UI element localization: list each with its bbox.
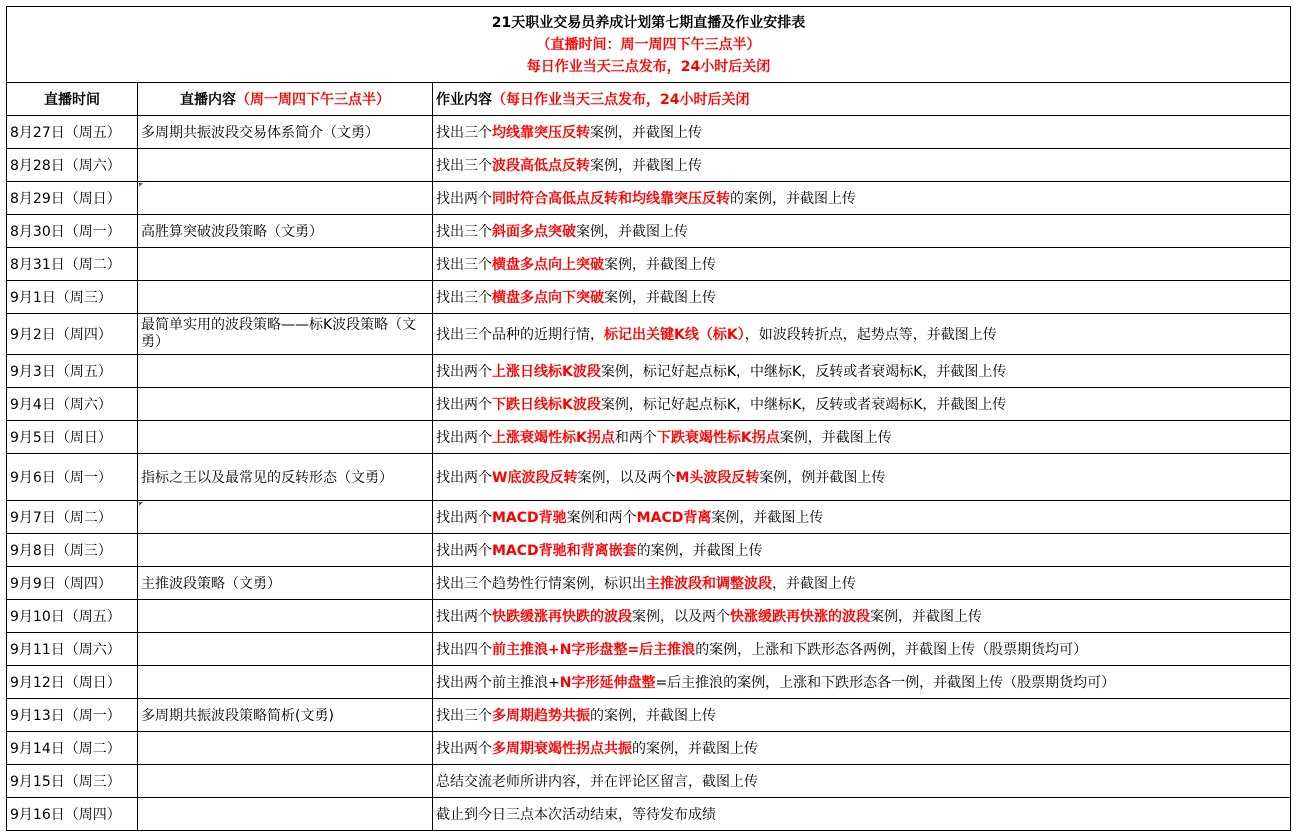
homework-text: 找出三个品种的近期行情，	[436, 327, 604, 343]
homework-highlight: 横盘多点向上突破	[492, 257, 604, 273]
homework-cell[interactable]	[433, 765, 1291, 798]
homework-cell[interactable]	[433, 732, 1291, 765]
date-cell[interactable]: 9月8日（周三）	[7, 534, 138, 567]
homework-text: 案例，例并截图上传	[759, 470, 886, 486]
homework-cell[interactable]	[433, 149, 1291, 182]
homework-highlight: 均线靠突压反转	[492, 125, 590, 141]
live-content-cell[interactable]	[138, 421, 433, 454]
date-cell[interactable]: 9月9日（周四）	[7, 567, 138, 600]
live-content-cell[interactable]	[138, 534, 433, 567]
homework-text: 的案例，并截图上传	[632, 741, 758, 757]
homework-highlight: W底波段反转	[492, 470, 578, 486]
homework-text: 案例，以及两个	[577, 470, 676, 486]
header-content-note: （周一周四下午三点半）	[236, 92, 390, 108]
title-row	[7, 7, 1291, 83]
homework-text: 找出两个	[436, 741, 492, 757]
homework-text: 找出三个	[436, 125, 492, 141]
homework-cell[interactable]	[433, 699, 1291, 732]
homework-text: 案例，并截图上传	[604, 290, 716, 306]
table-row	[7, 534, 1291, 567]
date-cell[interactable]: 9月15日（周三）	[7, 765, 138, 798]
homework-cell[interactable]	[433, 454, 1291, 501]
live-content-cell[interactable]	[138, 182, 433, 215]
header-homework-label: 作业内容	[436, 92, 492, 108]
homework-highlight: 下跌衰竭性标K拐点	[656, 430, 780, 446]
date-cell[interactable]: 9月4日（周六）	[7, 388, 138, 421]
date-cell[interactable]: 8月30日（周一）	[7, 215, 138, 248]
homework-text: 找出四个	[436, 642, 492, 658]
homework-highlight: 前主推浪+N字形盘整=后主推浪	[492, 642, 696, 658]
table-row	[7, 281, 1291, 314]
date-cell[interactable]: 9月2日（周四）	[7, 314, 138, 355]
homework-text: 找出两个前主推浪+	[436, 675, 560, 691]
homework-text: 案例，并截图上传	[604, 257, 716, 273]
live-content-cell[interactable]	[138, 388, 433, 421]
homework-cell[interactable]	[433, 633, 1291, 666]
homework-text: 找出两个	[436, 397, 492, 413]
homework-text: 的案例，并截图上传	[730, 191, 856, 207]
table-row	[7, 699, 1291, 732]
homework-cell[interactable]	[433, 534, 1291, 567]
homework-highlight: MACD背离	[636, 510, 712, 526]
homework-text: 的案例，上涨和下跌形态各两例，并截图上传（股票期货均可）	[695, 642, 1088, 658]
homework-text: 找出两个	[436, 543, 492, 559]
homework-highlight: 快跌缓涨再快跌的波段	[492, 609, 632, 625]
homework-highlight: 波段高低点反转	[492, 158, 590, 174]
homework-text: 总结交流老师所讲内容，并在评论区留言，截图上传	[436, 774, 758, 790]
homework-text: 案例，并截图上传	[711, 510, 824, 526]
table-row	[7, 215, 1291, 248]
date-cell[interactable]: 9月11日（周六）	[7, 633, 138, 666]
table-row	[7, 116, 1291, 149]
homework-highlight: MACD背驰和背离嵌套	[492, 543, 637, 559]
homework-highlight: 上涨衰竭性标K拐点	[492, 430, 615, 446]
table-row	[7, 600, 1291, 633]
homework-text: =后主推浪的案例，上涨和下跌形态各一例，并截图上传（股票期货均可）	[655, 675, 1116, 691]
homework-text: 找出两个	[436, 470, 492, 486]
live-content-cell[interactable]: 指标之王以及最常见的反转形态（文勇）	[138, 454, 433, 501]
homework-cell[interactable]	[433, 215, 1291, 248]
live-content-cell[interactable]	[138, 281, 433, 314]
homework-highlight: MACD背驰	[492, 510, 567, 526]
live-time-note: （直播时间：周一周四下午三点半）	[536, 36, 761, 53]
table-row	[7, 567, 1291, 600]
homework-text: 找出三个	[436, 708, 492, 724]
date-cell[interactable]: 8月27日（周五）	[7, 116, 138, 149]
homework-text: 截止到今日三点本次活动结束，等待发布成绩	[436, 807, 716, 823]
homework-highlight: 多周期趋势共振	[492, 708, 590, 724]
cell-marker-icon	[139, 502, 143, 506]
table-row	[7, 666, 1291, 699]
homework-cell[interactable]	[433, 388, 1291, 421]
homework-cell[interactable]	[433, 182, 1291, 215]
table-row	[7, 765, 1291, 798]
date-cell[interactable]: 9月6日（周一）	[7, 454, 138, 501]
date-cell[interactable]: 9月12日（周日）	[7, 666, 138, 699]
homework-highlight: N字形延伸盘整	[559, 675, 656, 691]
date-cell[interactable]: 9月13日（周一）	[7, 699, 138, 732]
homework-highlight: 横盘多点向下突破	[492, 290, 604, 306]
date-cell[interactable]: 9月7日（周二）	[7, 501, 138, 534]
date-cell[interactable]: 9月1日（周三）	[7, 281, 138, 314]
live-content-cell[interactable]: 多周期共振波段策略简析(文勇)	[138, 699, 433, 732]
homework-highlight: 斜面多点突破	[492, 224, 576, 240]
live-content-cell[interactable]	[138, 248, 433, 281]
homework-text: 的案例，并截图上传	[636, 543, 763, 559]
table-row	[7, 248, 1291, 281]
table-row	[7, 182, 1291, 215]
homework-cell[interactable]	[433, 567, 1291, 600]
homework-cell[interactable]	[433, 501, 1291, 534]
homework-text: 找出三个	[436, 257, 492, 273]
live-content-cell[interactable]	[138, 149, 433, 182]
homework-cell[interactable]	[433, 600, 1291, 633]
live-content-cell[interactable]: 高胜算突破波段策略（文勇）	[138, 215, 433, 248]
title-cell[interactable]	[7, 7, 1291, 83]
homework-text: 案例，并截图上传	[779, 430, 892, 446]
header-row	[7, 83, 1291, 116]
homework-text: 案例，并截图上传	[590, 125, 702, 141]
homework-text: ，如波段转折点，起势点等，并截图上传	[744, 327, 997, 343]
homework-highlight: M头波段反转	[675, 470, 760, 486]
homework-text: 找出两个	[436, 191, 492, 207]
live-content-cell[interactable]	[138, 732, 433, 765]
homework-cell[interactable]	[433, 798, 1291, 831]
live-content-cell[interactable]	[138, 765, 433, 798]
homework-text: 找出两个	[436, 510, 492, 526]
table-row	[7, 501, 1291, 534]
date-cell[interactable]: 9月14日（周二）	[7, 732, 138, 765]
homework-text: 找出三个	[436, 158, 492, 174]
homework-highlight: 同时符合高低点反转和均线靠突压反转	[492, 191, 730, 207]
table-row	[7, 355, 1291, 388]
header-time[interactable]: 直播时间	[7, 83, 138, 116]
date-cell[interactable]: 8月31日（周二）	[7, 248, 138, 281]
homework-text: 找出两个	[436, 364, 492, 380]
table-row	[7, 732, 1291, 765]
homework-text: 案例和两个	[566, 510, 637, 526]
homework-text: 找出两个	[436, 609, 492, 625]
homework-text: 找出三个趋势性行情案例，标识出	[436, 576, 646, 592]
live-content-cell[interactable]	[138, 666, 433, 699]
homework-text: 案例，并截图上传	[590, 158, 702, 174]
table-row	[7, 149, 1291, 182]
live-content-cell[interactable]	[138, 633, 433, 666]
date-cell[interactable]: 9月10日（周五）	[7, 600, 138, 633]
homework-highlight: 快涨缓跌再快涨的波段	[730, 609, 870, 625]
date-cell[interactable]: 8月28日（周六）	[7, 149, 138, 182]
homework-cell[interactable]	[433, 421, 1291, 454]
schedule-table	[6, 6, 1291, 831]
table-row	[7, 388, 1291, 421]
homework-text: 案例，以及两个	[632, 609, 730, 625]
homework-text: 的案例，并截图上传	[590, 708, 716, 724]
homework-text: 找出两个	[436, 430, 492, 446]
homework-highlight: 标记出关键K线（标K）	[604, 327, 745, 343]
table-title: 21天职业交易员养成计划第七期直播及作业安排表	[491, 14, 806, 31]
date-cell[interactable]: 8月29日（周日）	[7, 182, 138, 215]
table-row	[7, 421, 1291, 454]
header-content-label: 直播内容	[180, 92, 236, 108]
table-row	[7, 633, 1291, 666]
homework-text: 案例，并截图上传	[576, 224, 688, 240]
homework-highlight: 多周期衰竭性拐点共振	[492, 741, 632, 757]
live-content-cell[interactable]	[138, 798, 433, 831]
header-homework-note: （每日作业当天三点发布，24小时后关闭	[492, 92, 750, 108]
live-content-cell[interactable]: 主推波段策略（文勇）	[138, 567, 433, 600]
homework-text: 案例，标记好起点标K，中继标K，反转或者衰竭标K，并截图上传	[600, 397, 1007, 413]
cell-marker-icon	[139, 183, 143, 187]
homework-cell[interactable]	[433, 248, 1291, 281]
homework-text: 找出三个	[436, 224, 492, 240]
homework-cell[interactable]	[433, 666, 1291, 699]
homework-highlight: 下跌日线标K波段	[492, 397, 601, 413]
homework-text: 案例，并截图上传	[870, 609, 982, 625]
live-content-cell[interactable]	[138, 355, 433, 388]
table-row	[7, 314, 1291, 355]
homework-text: 找出三个	[436, 290, 492, 306]
homework-text: 和两个	[614, 430, 657, 446]
homework-cell[interactable]	[433, 355, 1291, 388]
table-row	[7, 454, 1291, 501]
live-content-cell[interactable]: 最简单实用的波段策略——标K波段策略（文勇）	[138, 314, 433, 355]
table-row	[7, 798, 1291, 831]
live-content-cell[interactable]	[138, 600, 433, 633]
homework-text: 案例，标记好起点标K，中继标K，反转或者衰竭标K，并截图上传	[600, 364, 1007, 380]
date-cell[interactable]: 9月16日（周四）	[7, 798, 138, 831]
homework-cell[interactable]	[433, 314, 1291, 355]
live-content-cell[interactable]: 多周期共振波段交易体系简介（文勇）	[138, 116, 433, 149]
header-homework[interactable]	[433, 83, 1291, 116]
homework-cell[interactable]	[433, 281, 1291, 314]
homework-highlight: 主推波段和调整波段	[646, 576, 772, 592]
homework-text: ，并截图上传	[772, 576, 856, 592]
homework-highlight: 上涨日线标K波段	[492, 364, 601, 380]
header-content[interactable]	[138, 83, 433, 116]
date-cell[interactable]: 9月5日（周日）	[7, 421, 138, 454]
homework-time-note: 每日作业当天三点发布，24小时后关闭	[526, 58, 771, 75]
live-content-cell[interactable]	[138, 501, 433, 534]
homework-cell[interactable]	[433, 116, 1291, 149]
date-cell[interactable]: 9月3日（周五）	[7, 355, 138, 388]
